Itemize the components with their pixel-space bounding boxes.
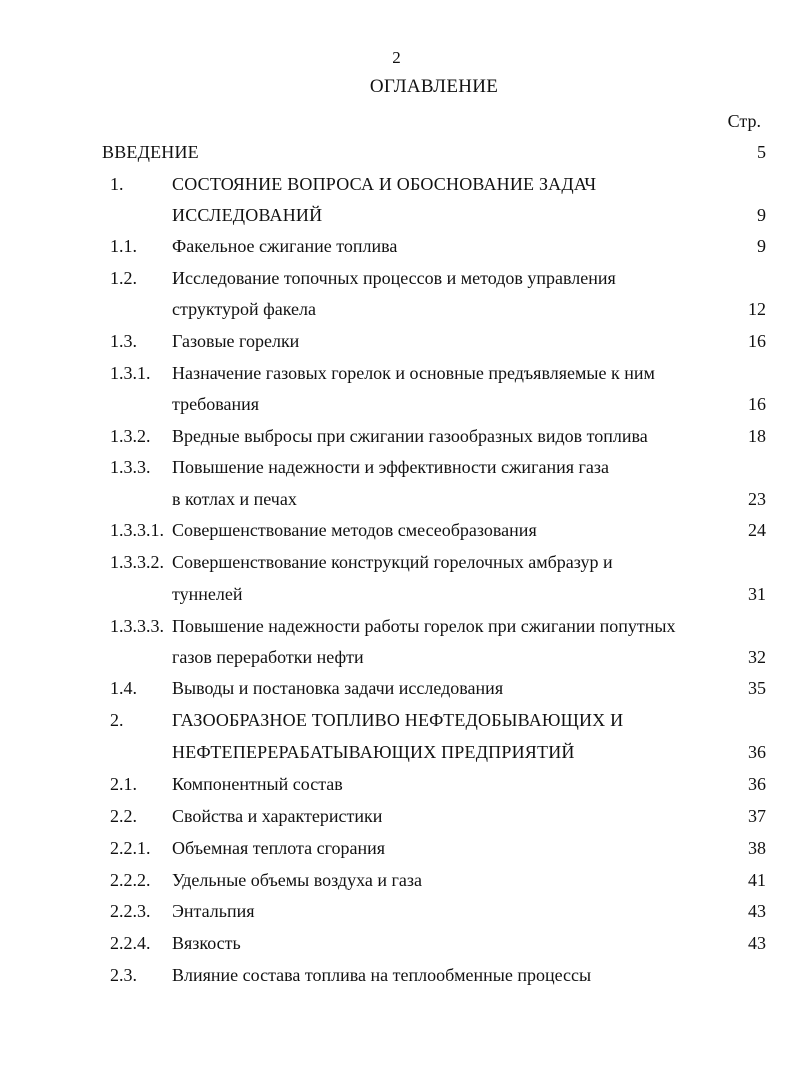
- toc-entry-page: 32: [748, 647, 766, 667]
- toc-line: [0, 359, 793, 387]
- toc-line: [0, 802, 793, 830]
- toc-line: [0, 770, 793, 798]
- toc-line: [0, 327, 793, 355]
- toc-line: [0, 897, 793, 925]
- toc-entry-text: Повышение надежности работы горелок при сжигании попутных: [172, 616, 676, 636]
- toc-entry-text: требования: [172, 394, 260, 414]
- toc-entry-page: 16: [748, 331, 766, 351]
- toc-entry-text: Свойства и характеристики: [172, 806, 383, 826]
- toc-entry-text: Вязкость: [172, 933, 241, 953]
- toc-entry-page: 43: [748, 933, 766, 953]
- toc-entry-number: 1.1.: [110, 236, 137, 256]
- toc-line: [0, 170, 793, 198]
- toc-entry-page: 9: [757, 205, 766, 225]
- toc-entry-text: Газовые горелки: [172, 331, 300, 351]
- toc-entry-text: НЕФТЕПЕРЕРАБАТЫВАЮЩИХ ПРЕДПРИЯТИЙ: [172, 742, 575, 762]
- toc-line: [0, 674, 793, 702]
- pages-column-header: Стр.: [727, 111, 761, 131]
- toc-line: [0, 422, 793, 450]
- toc-entry-page: 31: [748, 584, 766, 604]
- toc-entry-text: Повышение надежности и эффективности сжигания газа: [172, 457, 609, 477]
- toc-entry-text: Удельные объемы воздуха и газа: [172, 870, 422, 890]
- toc-entry-page: 16: [748, 394, 766, 414]
- toc-entry-page: 36: [748, 742, 766, 762]
- toc-line: [0, 138, 793, 166]
- toc-entry-text: ГАЗООБРАЗНОЕ ТОПЛИВО НЕФТЕДОБЫВАЮЩИХ И: [172, 710, 624, 730]
- toc-line: [0, 516, 793, 544]
- toc-entry-page: 24: [748, 520, 766, 540]
- toc-entry-text: СОСТОЯНИЕ ВОПРОСА И ОБОСНОВАНИЕ ЗАДАЧ: [172, 174, 597, 194]
- toc-entry-number: 1.3.3.3.: [110, 616, 164, 636]
- toc-entry-number: 2.2.1.: [110, 838, 151, 858]
- toc-line: [0, 643, 793, 671]
- toc-entry-number: 1.3.2.: [110, 426, 151, 446]
- toc-entry-page: 35: [748, 678, 766, 698]
- toc-entry-page: 18: [748, 426, 766, 446]
- toc-entry-page: 9: [757, 236, 766, 256]
- toc-line: [0, 548, 793, 576]
- toc-entry-text: туннелей: [172, 584, 243, 604]
- toc-entry-text: ИССЛЕДОВАНИЙ: [172, 205, 323, 225]
- toc-line: [0, 738, 793, 766]
- toc-line: [0, 866, 793, 894]
- toc-entry-text: Вредные выбросы при сжигании газообразных видов топлива: [172, 426, 648, 446]
- toc-entry-text: Объемная теплота сгорания: [172, 838, 386, 858]
- toc-entry-number: 1.3.: [110, 331, 137, 351]
- toc-line: [0, 485, 793, 513]
- toc-entry-number: 2.3.: [110, 965, 137, 985]
- toc-entry-text: Выводы и постановка задачи исследования: [172, 678, 504, 698]
- toc-entry-text: ВВЕДЕНИЕ: [102, 142, 199, 162]
- toc-entry-text: в котлах и печах: [172, 489, 297, 509]
- toc-line: [0, 232, 793, 260]
- toc-entry-text: Компонентный состав: [172, 774, 343, 794]
- toc-entry-page: 23: [748, 489, 766, 509]
- toc-line: [0, 834, 793, 862]
- toc-entry-page: 41: [748, 870, 766, 890]
- toc-entry-page: 37: [748, 806, 766, 826]
- toc-entry-page: 5: [757, 142, 766, 162]
- toc-entry-number: 1.3.3.2.: [110, 552, 164, 572]
- toc-entry-text: Назначение газовых горелок и основные предъявляемые к ним: [172, 363, 655, 383]
- page-number: 2: [392, 48, 401, 67]
- toc-entry-number: 2.2.3.: [110, 901, 151, 921]
- toc-entry-page: 12: [748, 299, 766, 319]
- toc-entry-page: 43: [748, 901, 766, 921]
- toc-entry-number: 1.4.: [110, 678, 137, 698]
- toc-entry-text: Влияние состава топлива на теплообменные процессы: [172, 965, 592, 985]
- toc-entry-text: Энтальпия: [172, 901, 255, 921]
- toc-entry-text: Факельное сжигание топлива: [172, 236, 398, 256]
- toc-line: [0, 390, 793, 418]
- toc-entry-number: 2.2.: [110, 806, 137, 826]
- toc-entry-text: Исследование топочных процессов и методов управления: [172, 268, 616, 288]
- page-title: ОГЛАВЛЕНИЕ: [369, 76, 499, 97]
- toc-entry-number: 2.: [110, 710, 124, 730]
- toc-line: [0, 295, 793, 323]
- toc-line: [0, 264, 793, 292]
- toc-entry-number: 1.3.3.1.: [110, 520, 164, 540]
- toc-line: [0, 961, 793, 989]
- toc-entry-number: 1.: [110, 174, 124, 194]
- toc-line: [0, 453, 793, 481]
- toc-entry-text: структурой факела: [172, 299, 317, 319]
- toc-entry-number: 1.3.1.: [110, 363, 151, 383]
- toc-line: [0, 580, 793, 608]
- toc-line: [0, 929, 793, 957]
- toc-entry-text: Совершенствование методов смесеобразования: [172, 520, 537, 540]
- toc-entry-number: 1.3.3.: [110, 457, 151, 477]
- toc-entry-text: Совершенствование конструкций горелочных амбразур и: [172, 552, 613, 572]
- toc-entry-page: 38: [748, 838, 766, 858]
- toc-entry-number: 2.2.4.: [110, 933, 151, 953]
- toc-line: [0, 706, 793, 734]
- toc-entry-number: 2.2.2.: [110, 870, 151, 890]
- toc-entry-text: газов переработки нефти: [172, 647, 364, 667]
- toc-entry-page: 36: [748, 774, 766, 794]
- toc-line: [0, 612, 793, 640]
- toc-line: [0, 201, 793, 229]
- toc-entry-number: 2.1.: [110, 774, 137, 794]
- toc-entry-number: 1.2.: [110, 268, 137, 288]
